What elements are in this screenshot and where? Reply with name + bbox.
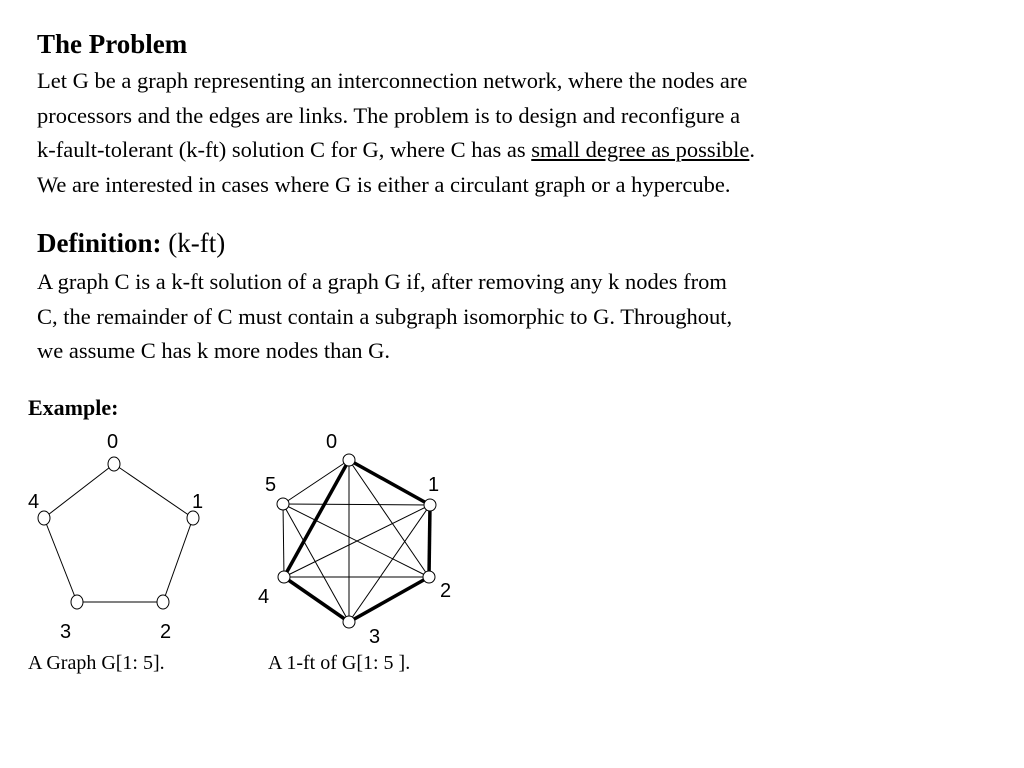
small-degree-underlined: small degree as possible <box>531 137 750 162</box>
graph-g <box>44 464 193 602</box>
c-edge-4-5 <box>283 504 284 577</box>
g-label-1: 1 <box>192 491 204 513</box>
c-bold-edge-2-3 <box>349 577 429 622</box>
g-label-2: 2 <box>160 621 172 643</box>
c-bold-edge-4-0 <box>284 460 349 577</box>
definition-line-2: C, the remainder of C must contain a subgraph isomorphic to G. Throughout, <box>37 303 733 329</box>
example-label: Example: <box>28 395 119 420</box>
g-edge-3-4 <box>44 518 77 602</box>
c-bold-edge-1-2 <box>429 505 430 577</box>
g-edge-4-0 <box>44 464 114 518</box>
problem-line-2: processors and the edges are links. The problem is to design and reconfigure a <box>37 102 741 128</box>
c-label-2: 2 <box>440 580 452 602</box>
problem-line-1: Let G be a graph representing an interconnection network, where the nodes are <box>37 68 748 93</box>
c-bold-edge-0-1 <box>349 460 430 505</box>
c-edge-1-3 <box>349 505 430 622</box>
c-label-4: 4 <box>258 586 270 608</box>
c-bold-edge-3-4 <box>284 577 349 622</box>
g-node-4 <box>38 511 50 525</box>
c-node-1 <box>424 499 436 511</box>
g-node-0 <box>108 457 120 471</box>
problem-line-4: We are interested in cases where G is either a circulant graph or a hypercube. <box>37 171 731 197</box>
g-edge-1-2 <box>163 518 193 602</box>
g-node-1 <box>187 511 199 525</box>
graph-g-caption: A Graph G[1: 5]. <box>28 652 165 674</box>
problem-line-3-suffix: . <box>749 137 755 162</box>
g-label-0: 0 <box>107 431 119 453</box>
definition-subtitle: (k-ft) <box>168 228 226 258</box>
graph-c-caption: A 1-ft of G[1: 5 ]. <box>268 652 411 674</box>
c-label-1: 1 <box>428 474 440 496</box>
c-edge-1-5 <box>283 504 430 505</box>
g-edge-0-1 <box>114 464 193 518</box>
c-node-5 <box>277 498 289 510</box>
g-label-4: 4 <box>28 491 40 513</box>
problem-line-3-prefix: k-fault-tolerant (k-ft) solution C for G, where C has as <box>37 137 532 162</box>
c-node-4 <box>278 571 290 583</box>
c-node-0 <box>343 454 355 466</box>
c-node-2 <box>423 571 435 583</box>
c-edge-0-5 <box>283 460 349 504</box>
c-label-0: 0 <box>326 431 338 453</box>
c-edge-0-2 <box>349 460 429 577</box>
definition-label: Definition: <box>37 228 162 258</box>
graph-g-nodes <box>38 457 199 609</box>
definition-line-3: we assume C has k more nodes than G. <box>37 338 391 363</box>
g-label-3: 3 <box>60 621 72 643</box>
c-node-3 <box>343 616 355 628</box>
c-label-3: 3 <box>369 626 381 648</box>
problem-title: The Problem <box>37 29 188 59</box>
g-node-3 <box>71 595 83 609</box>
definition-line-1: A graph C is a k-ft solution of a graph G if, after removing any k nodes from <box>37 269 727 294</box>
g-node-2 <box>157 595 169 609</box>
c-label-5: 5 <box>265 474 277 496</box>
